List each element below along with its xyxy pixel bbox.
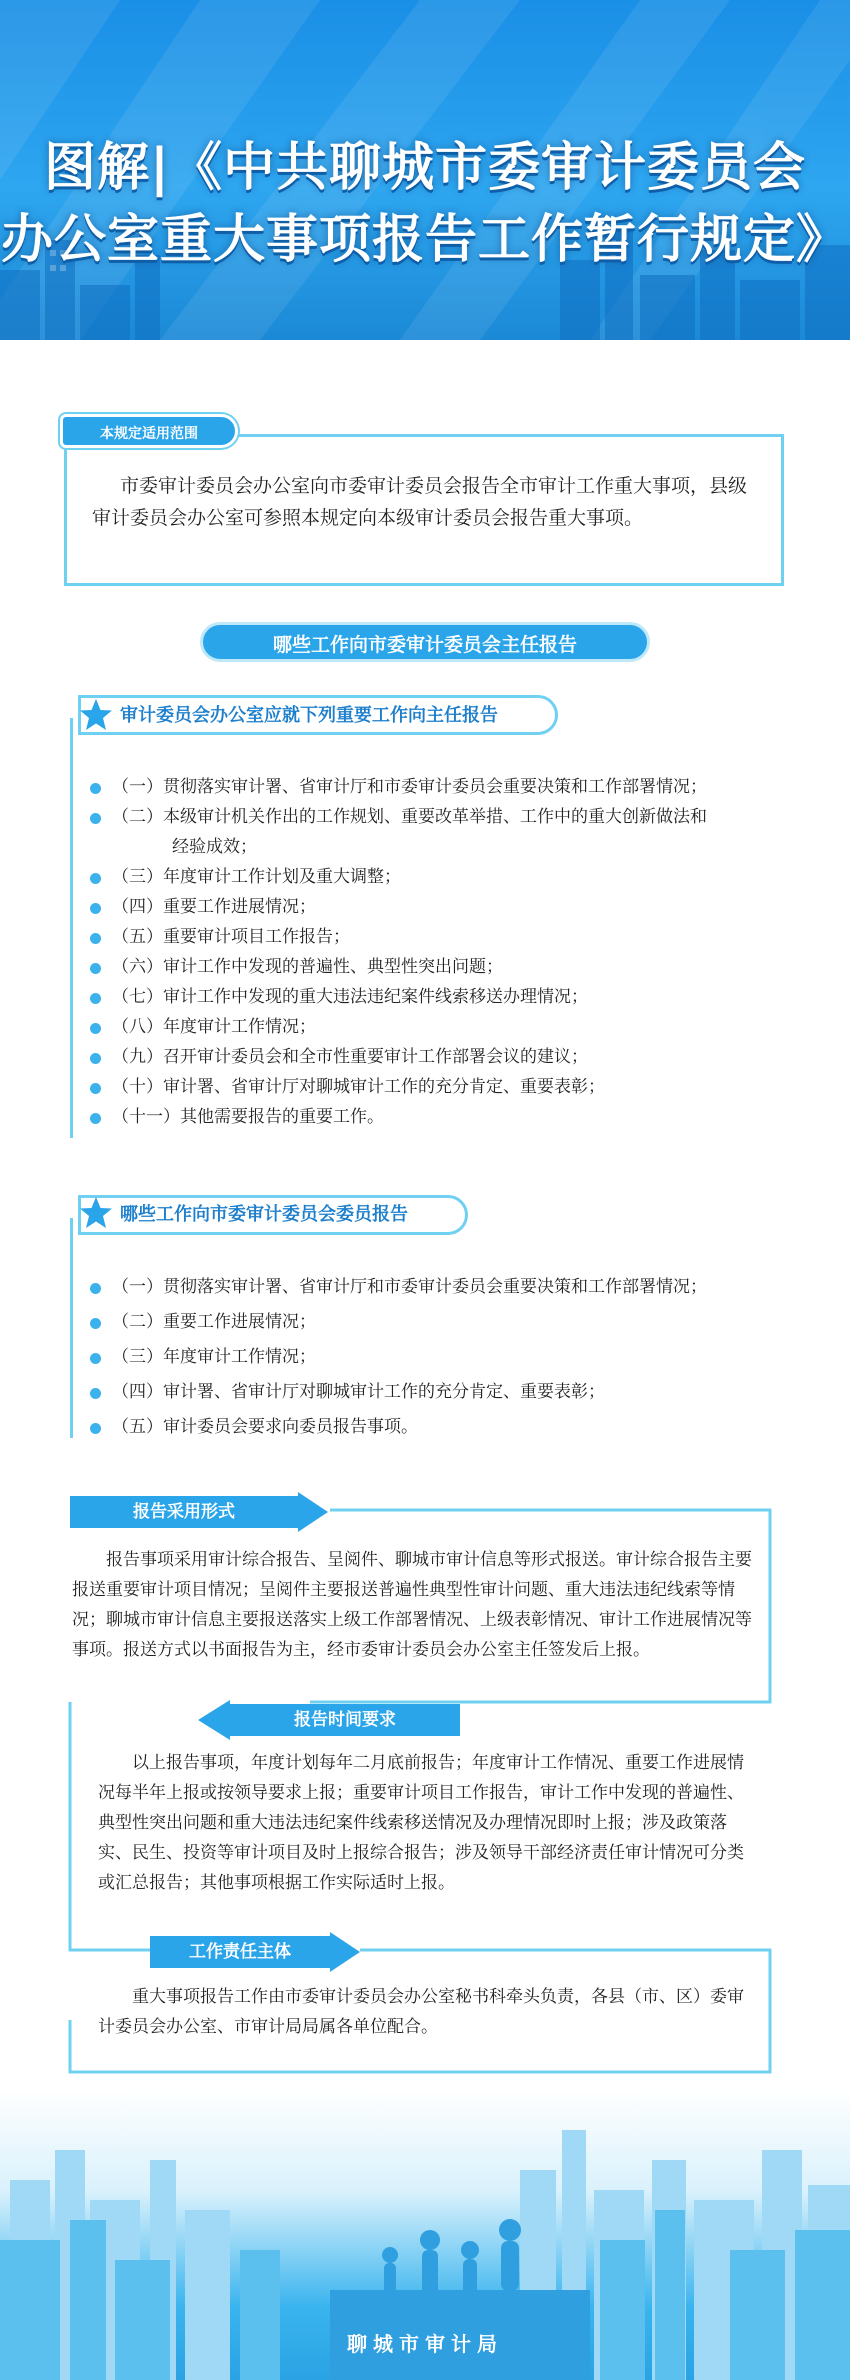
footer <box>0 2090 850 2380</box>
list-item: （一）贯彻落实审计署、省审计厅和市委审计委员会重要决策和工作部署情况； <box>112 1277 707 1297</box>
list-item: （五）审计委员会要求向委员报告事项。 <box>112 1417 418 1437</box>
list-item: （七）审计工作中发现的重大违法违纪案件线索移送办理情况； <box>112 987 588 1007</box>
list-item: （九）召开审计委员会和全市性重要审计工作部署会议的建议； <box>112 1047 588 1067</box>
list-bullet <box>90 813 101 824</box>
list-item: （三）年度审计工作情况； <box>112 1347 316 1367</box>
duty-tag <box>150 1934 330 1970</box>
list-bullet <box>90 1353 101 1364</box>
title-line-2: 办公室重大事项报告工作暂行规定》 <box>0 210 849 270</box>
member-frame <box>70 1218 78 1438</box>
duty-tag-label: 工作责任主体 <box>189 1942 291 1962</box>
time-tag-label: 报告时间要求 <box>294 1710 396 1730</box>
list-bullet <box>90 1423 101 1434</box>
list-item: （十一）其他需要报告的重要工作。 <box>112 1107 384 1127</box>
main-banner <box>200 622 650 662</box>
list-bullet <box>90 783 101 794</box>
list-item: （三）年度审计工作计划及重大调整； <box>112 867 401 887</box>
list-bullet <box>90 873 101 884</box>
list-bullet <box>90 903 101 914</box>
member-heading: 哪些工作向市委审计委员会委员报告 <box>120 1204 408 1225</box>
list-item: （二）本级审计机关作出的工作规划、重要改革举措、工作中的重大创新做法和 <box>112 807 707 827</box>
list-bullet <box>90 1053 101 1064</box>
list-bullet <box>90 1113 101 1124</box>
time-text: 以上报告事项，年度计划每年二月底前报告；年度审计工作情况、重要工作进展情况每半年上报或按领导要求上报；重要审计项目工作报告，审计工作中发现的普遍性、典型性突出问题和重大违法违纪案件线索移送情况及办理情况即时上报；涉及政策落实、民生、投资等审计项目及时上报综合报告；涉及领导干部经济责任审计情况可分类或汇总报告；其他事项根据工作实际适时上报。 <box>98 1753 744 1893</box>
list-item: （一）贯彻落实审计署、省审计厅和市委审计委员会重要决策和工作部署情况； <box>112 777 707 797</box>
list-bullet <box>90 1388 101 1399</box>
list-bullet <box>90 963 101 974</box>
list-item: 经验成效； <box>172 837 257 857</box>
list-bullet <box>90 1023 101 1034</box>
form-tag <box>70 1494 298 1530</box>
list-bullet <box>90 1318 101 1329</box>
list-bullet <box>90 993 101 1004</box>
page-title <box>0 132 850 276</box>
director-heading: 审计委员会办公室应就下列重要工作向主任报告 <box>120 705 498 726</box>
star-icon <box>78 697 114 733</box>
list-item: （四）重要工作进展情况； <box>112 897 316 917</box>
form-tag-label: 报告采用形式 <box>133 1502 235 1522</box>
header-banner <box>0 0 850 340</box>
list-item: （十）审计署、省审计厅对聊城审计工作的充分肯定、重要表彰； <box>112 1077 605 1097</box>
duty-text: 重大事项报告工作由市委审计委员会办公室秘书科牵头负责，各县（市、区）委审计委员会办公室、市审计局局属各单位配合。 <box>98 1987 744 2037</box>
list-bullet <box>90 1083 101 1094</box>
scope-tag-label: 本规定适用范围 <box>100 426 198 442</box>
list-item: （五）重要审计项目工作报告； <box>112 927 350 947</box>
director-frame <box>70 718 78 1138</box>
list-item: （四）审计署、省审计厅对聊城审计工作的充分肯定、重要表彰； <box>112 1382 605 1402</box>
list-bullet <box>90 1283 101 1294</box>
scope-text: 市委审计委员会办公室向市委审计委员会报告全市审计工作重大事项，县级审计委员会办公室可参照本规定向本级审计委员会报告重大事项。 <box>92 475 748 529</box>
form-text: 报告事项采用审计综合报告、呈阅件、聊城市审计信息等形式报送。审计综合报告主要报送重要审计项目情况；呈阅件主要报送普遍性典型性审计问题、重大违法违纪线索等情况；聊城市审计信息主要报送落实上级工作部署情况、上级表彰情况、审计工作进展情况等事项。报送方式以书面报告为主，经市委审计委员会办公室主任签发后上报。 <box>72 1550 752 1660</box>
main-banner-label: 哪些工作向市委审计委员会主任报告 <box>272 634 577 656</box>
list-item: （六）审计工作中发现的普遍性、典型性突出问题； <box>112 957 503 977</box>
time-tag <box>230 1702 460 1738</box>
list-item: （二）重要工作进展情况； <box>112 1312 316 1332</box>
title-line-1: 图解|《中共聊城市委审计委员会 <box>44 138 806 198</box>
scope-tag <box>60 414 238 448</box>
list-bullet <box>90 933 101 944</box>
star-icon <box>78 1195 114 1231</box>
footer-brand: 聊城市审计局 <box>347 2332 503 2356</box>
list-item: （八）年度审计工作情况； <box>112 1017 316 1037</box>
